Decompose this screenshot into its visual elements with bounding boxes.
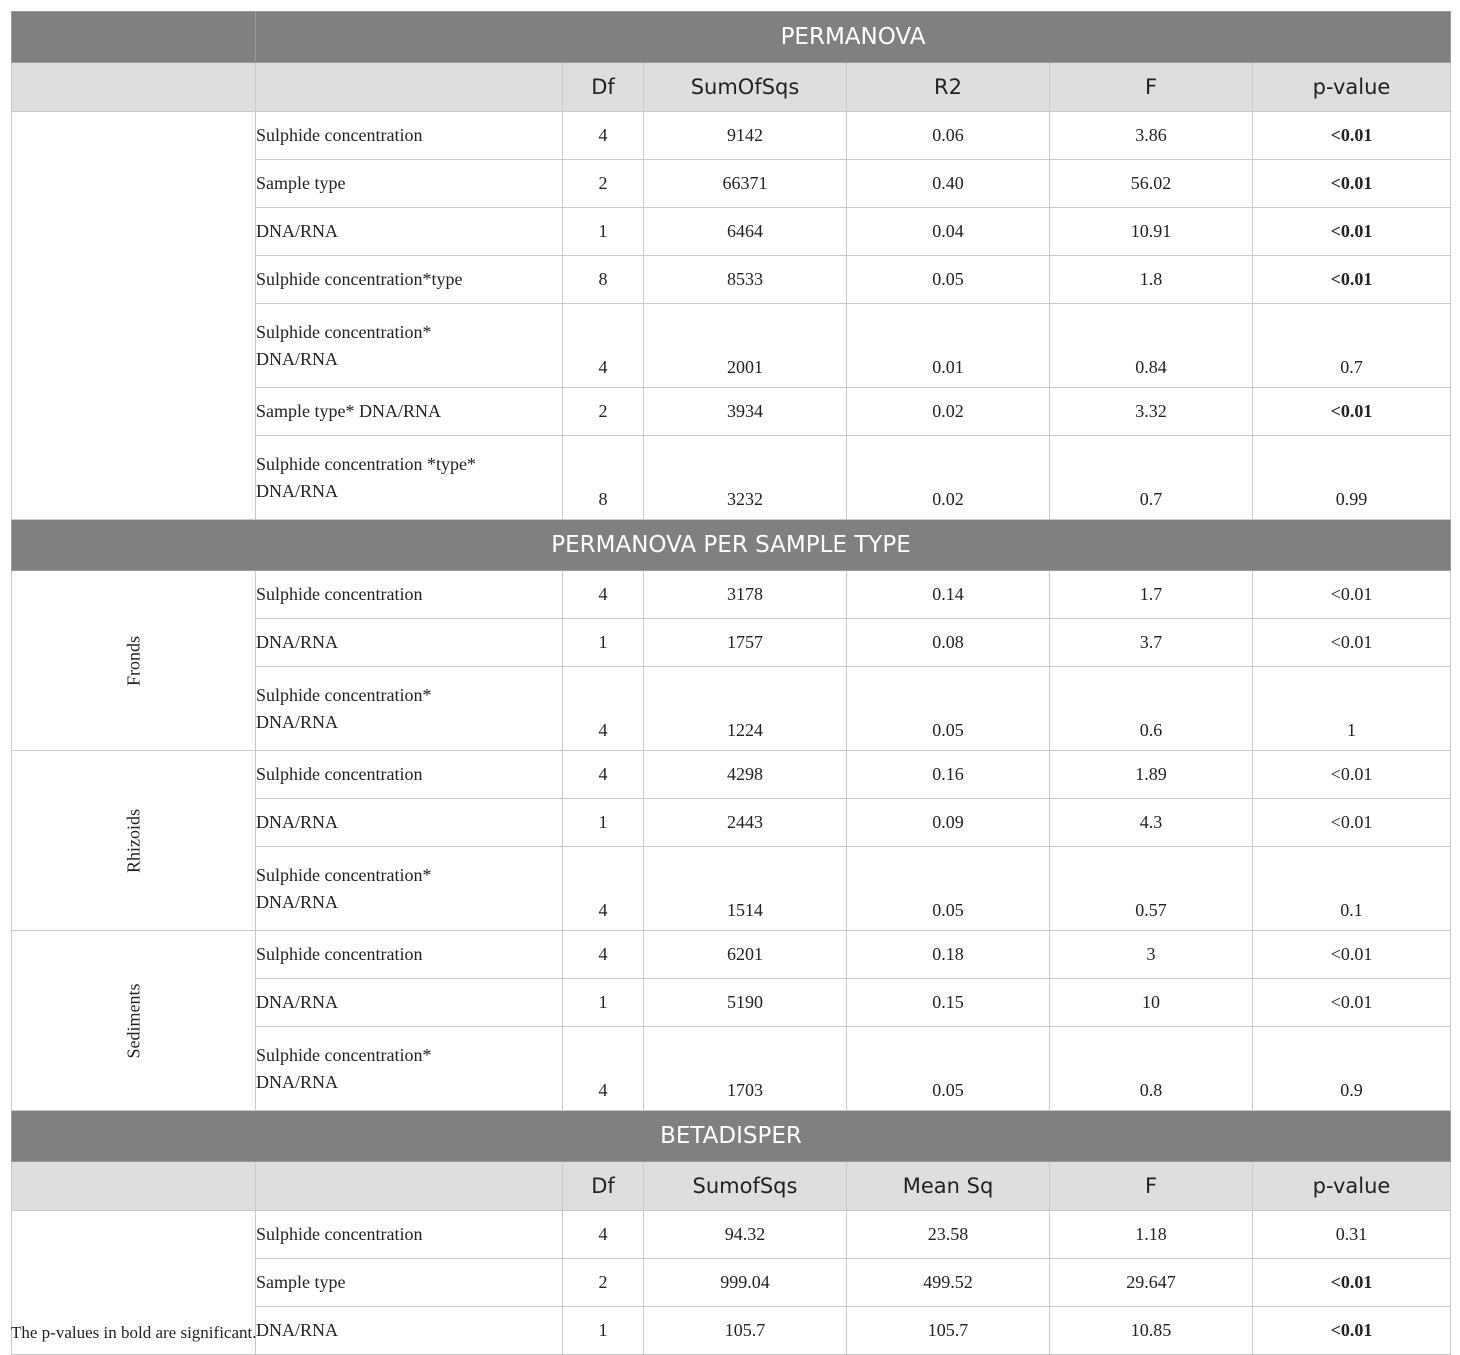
group-label-fronds: Fronds <box>12 571 256 751</box>
table-row: Sulphide concentration* DNA/RNA 4 1514 0.05 0.57 0.1 <box>12 847 1451 931</box>
statistics-table <box>11 11 1451 1355</box>
col-df: Df <box>563 1162 644 1211</box>
column-header-row <box>12 63 1451 112</box>
table-row: Sample type* DNA/RNA 2 3934 0.02 3.32 <0.01 <box>12 388 1451 436</box>
table-row: DNA/RNA 1 2443 0.09 4.3 <0.01 <box>12 799 1451 847</box>
section-header-permanova <box>12 12 1451 63</box>
table-row: Sediments Sulphide concentration 4 6201 0.18 3 <0.01 <box>12 931 1451 979</box>
section-title: PERMANOVA PER SAMPLE TYPE <box>12 520 1451 571</box>
section-header-per-sample-type <box>12 520 1451 571</box>
table-row: Sample type 2 999.04 499.52 29.647 <0.01 <box>12 1259 1451 1307</box>
section-header-betadisper <box>12 1111 1451 1162</box>
col-p-value: p-value <box>1253 63 1451 112</box>
col-r2: R2 <box>847 63 1050 112</box>
col-f: F <box>1050 1162 1253 1211</box>
empty-group-cell <box>12 112 256 520</box>
group-label-sediments: Sediments <box>12 931 256 1111</box>
table-row: Sulphide concentration *type* DNA/RNA 8 3232 0.02 0.7 0.99 <box>12 436 1451 520</box>
footnote: The p-values in bold are significant. <box>11 1323 257 1342</box>
table-row: Sulphide concentration 4 9142 0.06 3.86 <0.01 <box>12 112 1451 160</box>
table-row: Sulphide concentration* DNA/RNA 4 1703 0.05 0.8 0.9 <box>12 1027 1451 1111</box>
col-p-value: p-value <box>1253 1162 1451 1211</box>
table-row: Rhizoids Sulphide concentration 4 4298 0.16 1.89 <0.01 <box>12 751 1451 799</box>
table-row: Sulphide concentration*type 8 8533 0.05 1.8 <0.01 <box>12 256 1451 304</box>
table-row: Sample type 2 66371 0.40 56.02 <0.01 <box>12 160 1451 208</box>
table-row: Fronds Sulphide concentration 4 3178 0.14 1.7 <0.01 <box>12 571 1451 619</box>
table-row: DNA/RNA 1 5190 0.15 10 <0.01 <box>12 979 1451 1027</box>
col-f: F <box>1050 63 1253 112</box>
col-sumofsqs: SumofSqs <box>644 1162 847 1211</box>
table-row: DNA/RNA 1 105.7 105.7 10.85 <0.01 <box>12 1307 1451 1355</box>
section-title: PERMANOVA <box>256 12 1451 63</box>
col-df: Df <box>563 63 644 112</box>
col-sumofsqs: SumOfSqs <box>644 63 847 112</box>
col-mean-sq: Mean Sq <box>847 1162 1050 1211</box>
table-row: DNA/RNA 1 6464 0.04 10.91 <0.01 <box>12 208 1451 256</box>
table-row: Sulphide concentration 4 94.32 23.58 1.18 0.31 <box>12 1211 1451 1259</box>
group-label-rhizoids: Rhizoids <box>12 751 256 931</box>
table-row: Sulphide concentration* DNA/RNA 4 1224 0.05 0.6 1 <box>12 667 1451 751</box>
section-title: BETADISPER <box>12 1111 1451 1162</box>
column-header-row <box>12 1162 1451 1211</box>
table-row: DNA/RNA 1 1757 0.08 3.7 <0.01 <box>12 619 1451 667</box>
table-row: Sulphide concentration* DNA/RNA 4 2001 0.01 0.84 0.7 <box>12 304 1451 388</box>
